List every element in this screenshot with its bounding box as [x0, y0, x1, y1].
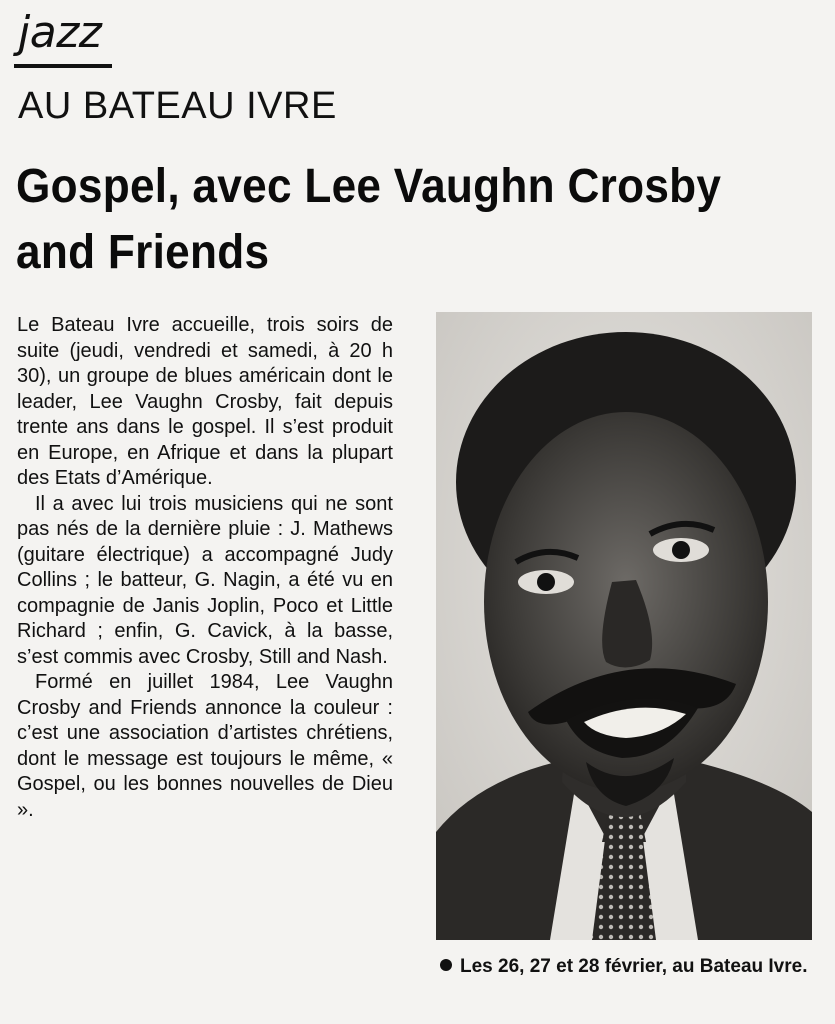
paragraph-3: Formé en juillet 1984, Lee Vaughn Crosby and Friends annonce la couleur : c’est une association d’artistes chrétiens, dont le message est toujours le même, « Gospel, ou les bonnes nouvelles de Dieu ». — [17, 671, 393, 821]
article-body — [17, 313, 393, 823]
paragraph-2: Il a avec lui trois musiciens qui ne sont pas nés de la dernière pluie : J. Mathews (guitare électrique) a accompagné Judy Collins ; le batteur, G. Nagin, a été vu en compagnie de Janis Joplin, Poco et Little Richard ; enfin, G. Cavick, à la basse, s’est commis avec Crosby, Still and Nash. — [17, 492, 393, 668]
headline — [16, 154, 752, 286]
venue-subheading: AU BATEAU IVRE — [18, 85, 337, 127]
portrait-photo — [436, 312, 812, 940]
paragraph-1: Le Bateau Ivre accueille, trois soirs de suite (jeudi, vendredi et samedi, à 20 h 30), un groupe de blues américain dont le leader, Lee Vaughn Crosby, fait depuis trente ans dans le gospel. Il s’est produit en Europe, en Afrique et dans la plupart des Etats d’Amérique. — [17, 314, 393, 489]
kicker-underline — [14, 64, 112, 68]
photo-caption — [440, 954, 820, 980]
section-kicker: jazz — [18, 7, 102, 58]
headline-line-2: and Friends — [16, 226, 270, 279]
photo-caption-text: Les 26, 27 et 28 février, au Bateau Ivre. — [460, 956, 808, 977]
headline-line-1: Gospel, avec Lee Vaughn Crosby — [16, 160, 722, 213]
bullet-icon — [440, 959, 452, 971]
portrait-illustration — [436, 312, 812, 940]
